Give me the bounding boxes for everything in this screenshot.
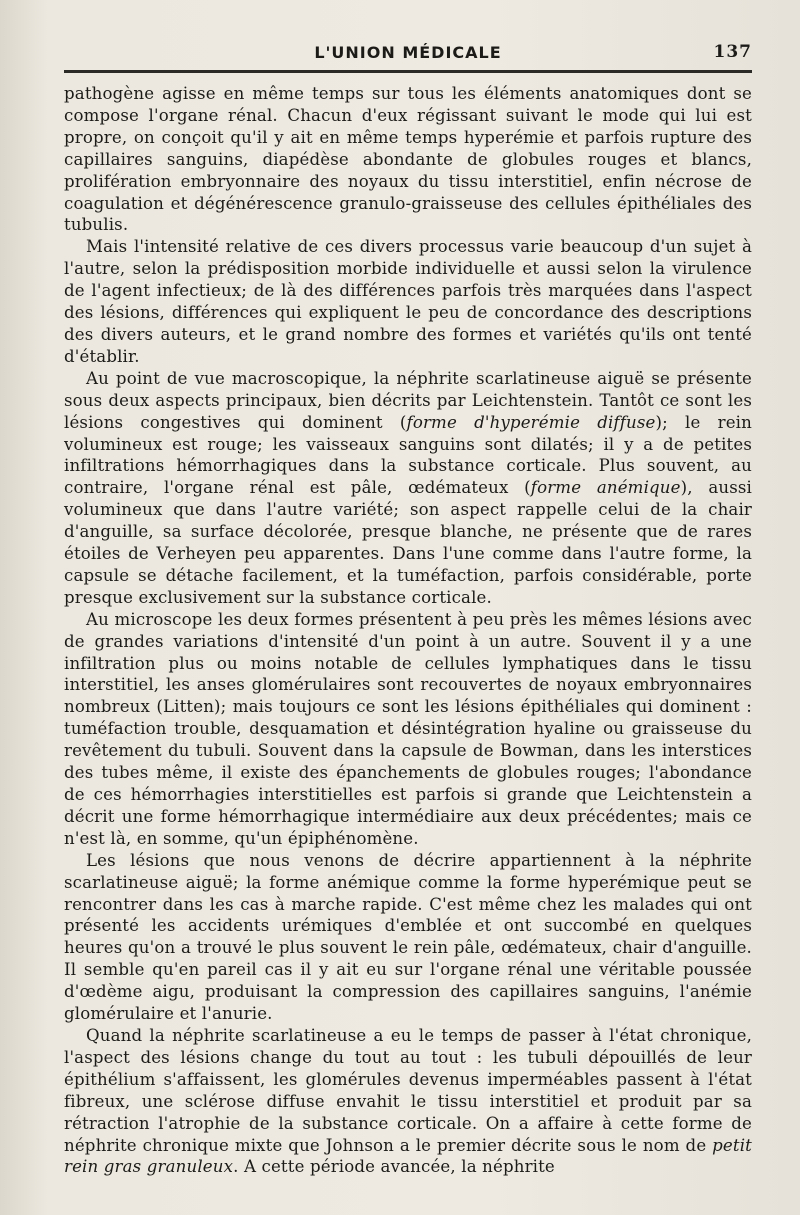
italic-phrase: forme d'hyperémie diffuse	[406, 412, 656, 432]
text-run: . A cette période avancée, la néphrite	[233, 1157, 555, 1177]
text-run: ), aussi volumineux que dans l'autre variété; son aspect rappelle celui de la chair d'anguille, sa surface décolorée, presque blanche, ne présente que de rares étoiles de Verheyen peu apparentes. Dans l'une comme dans l'autre forme, la capsule se détache facilement, et la tuméfaction, parfois considérable, porte presque exclusivement sur la substance corticale.	[64, 478, 752, 607]
paragraph	[64, 236, 752, 367]
italic-phrase: forme anémique	[530, 478, 681, 498]
text-run: Au point de vue macroscopique, la néphrite scarlatineuse aiguë se présente sous deux aspects principaux, bien décrits par Leichtenstein. Tantôt ce sont les lésions congestives qui dominent (	[64, 368, 752, 432]
running-head	[64, 28, 752, 62]
paragraph	[64, 368, 752, 609]
text-run: ); le rein volumineux est rouge; les vaisseaux sanguins sont dilatés; il y a de petites infiltrations hémorrhagiques dans la substance corticale. Plus souvent, au contraire, l'organe rénal est pâle, œdémateux (	[64, 412, 752, 498]
page-number: 137	[713, 42, 752, 62]
paragraph	[64, 83, 752, 236]
paragraph	[64, 609, 752, 850]
header-rule	[64, 70, 752, 73]
journal-title: L'UNION MÉDICALE	[314, 43, 502, 62]
paragraph	[64, 850, 752, 1025]
paragraph	[64, 1025, 752, 1178]
text-run: Quand la néphrite scarlatineuse a eu le temps de passer à l'état chronique, l'aspect des lésions change du tout au tout : les tubuli dépouillés de leur épithélium s'affaissent, les glomérules devenus imperméables passent à l'état fibreux, une sclérose diffuse envahit le tissu interstitiel et produit par sa rétraction l'atrophie de la substance corticale. On a affaire à cette forme de néphrite chronique mixte que Johnson a le premier décrite sous le nom de	[64, 1025, 752, 1155]
text-run: Au microscope les deux formes présentent à peu près les mêmes lésions avec de grandes variations d'intensité d'un point à un autre. Souvent il y a une infiltration plus ou moins notable de cellules lymphatiques dans le tissu interstitiel, les anses glomérulaires sont recouvertes de noyaux embryonnaires nombreux (Litten); mais toujours ce sont les lésions épithéliales qui dominent : tuméfaction trouble, desquamation et désintégration hyaline ou graisseuse du revêtement du tubuli. Souvent dans la capsule de Bowman, dans les interstices des tubes même, il existe des épanchements de globules rouges; l'abondance de ces hémorrhagies interstitielles est parfois si grande que Leichtenstein a décrit une forme hémorrhagique intermédiaire aux deux précédentes; mais ce n'est là, en somme, qu'un épiphénomène.	[64, 609, 752, 848]
text-run: Les lésions que nous venons de décrire appartiennent à la néphrite scarlatineuse aiguë; la forme anémique comme la forme hyperémique peut se rencontrer dans les cas à marche rapide. C'est même chez les malades qui ont présenté les accidents urémiques d'emblée et ont succombé en quelques heures qu'on a trouvé le plus souvent le rein pâle, œdémateux, chair d'anguille. Il semble qu'en pareil cas il y ait eu sur l'organe rénal une véritable poussée d'œdème aigu, produisant la compression des capillaires sanguins, l'anémie glomérulaire et l'anurie.	[64, 850, 752, 1024]
text-run: Mais l'intensité relative de ces divers processus varie beaucoup d'un sujet à l'autre, selon la prédisposition morbide individuelle et aussi selon la virulence de l'agent infectieux; de là des différences parfois très marquées dans l'aspect des lésions, différences qui expliquent le peu de concordance des descriptions des divers auteurs, et le grand nombre des formes et variétés qu'ils ont tenté d'établir.	[64, 237, 752, 366]
article-body	[64, 83, 752, 1178]
italic-phrase: petit rein gras granuleux	[64, 1135, 752, 1177]
text-run: pathogène agisse en même temps sur tous les éléments anatomiques dont se compose l'organe rénal. Chacun d'eux régissant suivant le mode qui lui est propre, on conçoit qu'il y ait en même temps hyperémie et parfois rupture des capillaires sanguins, diapédèse abondante de globules rouges et blancs, prolifération embryonnaire des noyaux du tissu interstitiel, enfin nécrose de coagulation et dégénérescence granulo-graisseuse des cellules épithéliales des tubulis.	[64, 84, 752, 235]
